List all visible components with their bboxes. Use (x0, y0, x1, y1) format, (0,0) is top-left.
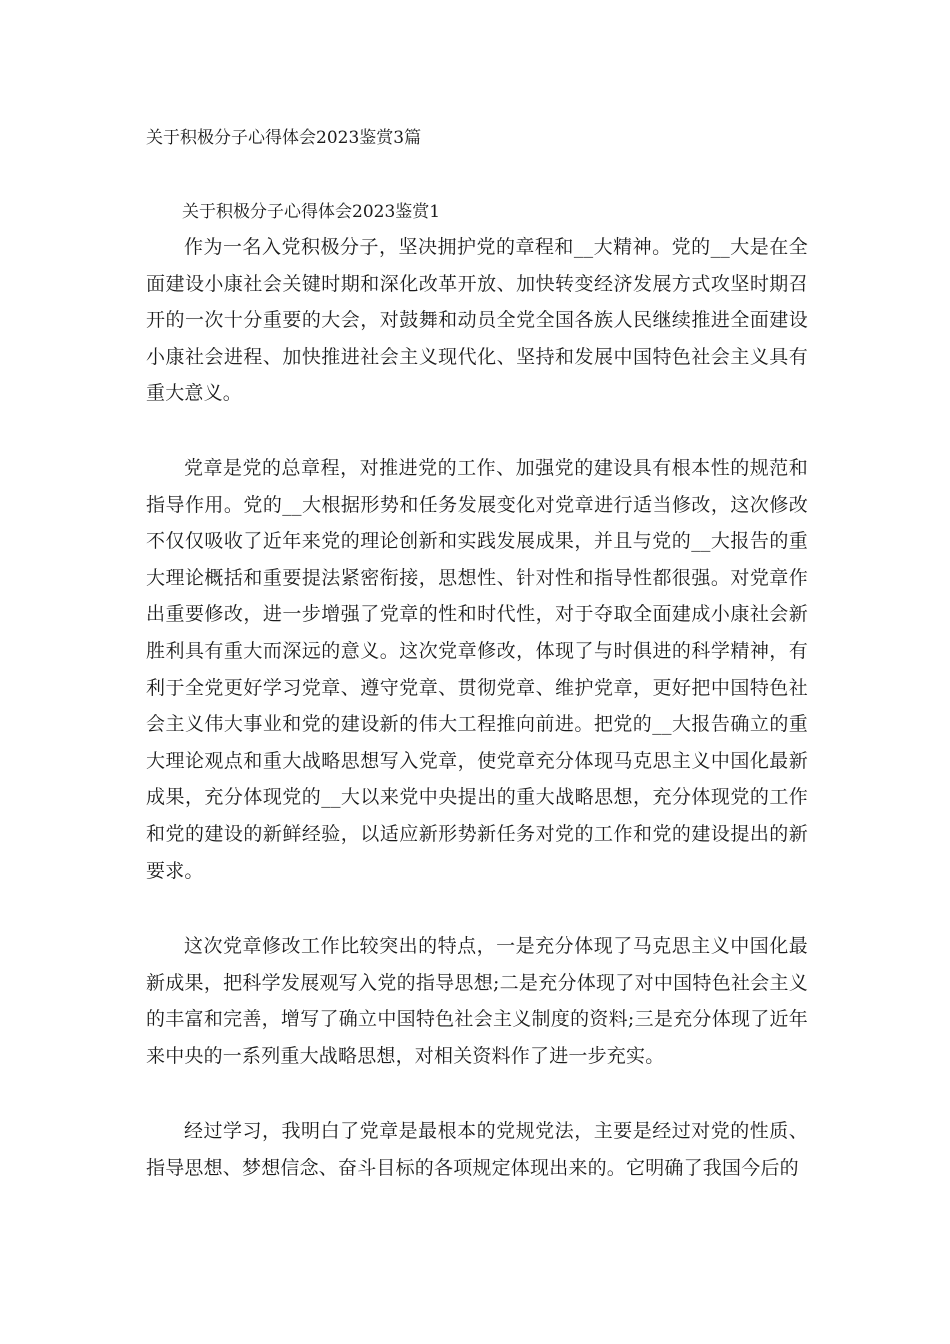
paragraph: 作为一名入党积极分子，坚决拥护党的章程和__大精神。党的__大是在全面建设小康社会关键时期和深化改革开放、加快转变经济发展方式攻坚时期召开的一次十分重要的大会，对鼓舞和动员全党全国各族人民继续推进全面建设小康社会进程、加快推进社会主义现代化、坚持和发展中国特色社会主义具有重大意义。 (146, 236, 808, 405)
paragraph: 党章是党的总章程，对推进党的工作、加强党的建设具有根本性的规范和指导作用。党的__大根据形势和任务发展变化对党章进行适当修改，这次修改不仅仅吸收了近年来党的理论创新和实践发展成果，并且与党的__大报告的重大理论概括和重要提法紧密衔接，思想性、针对性和指导性都很强。对党章作出重要修改，进一步增强了党章的性和时代性，对于夺取全面建成小康社会新胜利具有重大而深远的意义。这次党章修改，体现了与时俱进的科学精神，有利于全党更好学习党章、遵守党章、贯彻党章、维护党章，更好把中国特色社会主义伟大事业和党的建设新的伟大工程推向前进。把党的__大报告确立的重大理论观点和重大战略思想写入党章，使党章充分体现马克思主义中国化最新成果，充分体现党的__大以来党中央提出的重大战略思想，充分体现党的工作和党的建设的新鲜经验，以适应新形势新任务对党的工作和党的建设提出的新要求。 (146, 457, 808, 882)
document-title: 关于积极分子心得体会2023鉴赏3篇 (146, 128, 422, 148)
paragraph: 经过学习，我明白了党章是最根本的党规党法，主要是经过对党的性质、指导思想、梦想信念、奋斗目标的各项规定体现出来的。它明确了我国今后的 (146, 1120, 808, 1179)
paragraph: 这次党章修改工作比较突出的特点，一是充分体现了马克思主义中国化最新成果，把科学发展观写入党的指导思想;二是充分体现了对中国特色社会主义的丰富和完善，增写了确立中国特色社会主义制度的资料;三是充分体现了近年来中央的一系列重大战略思想，对相关资料作了进一步充实。 (146, 935, 808, 1067)
section-heading: 关于积极分子心得体会2023鉴赏1 (182, 202, 441, 222)
